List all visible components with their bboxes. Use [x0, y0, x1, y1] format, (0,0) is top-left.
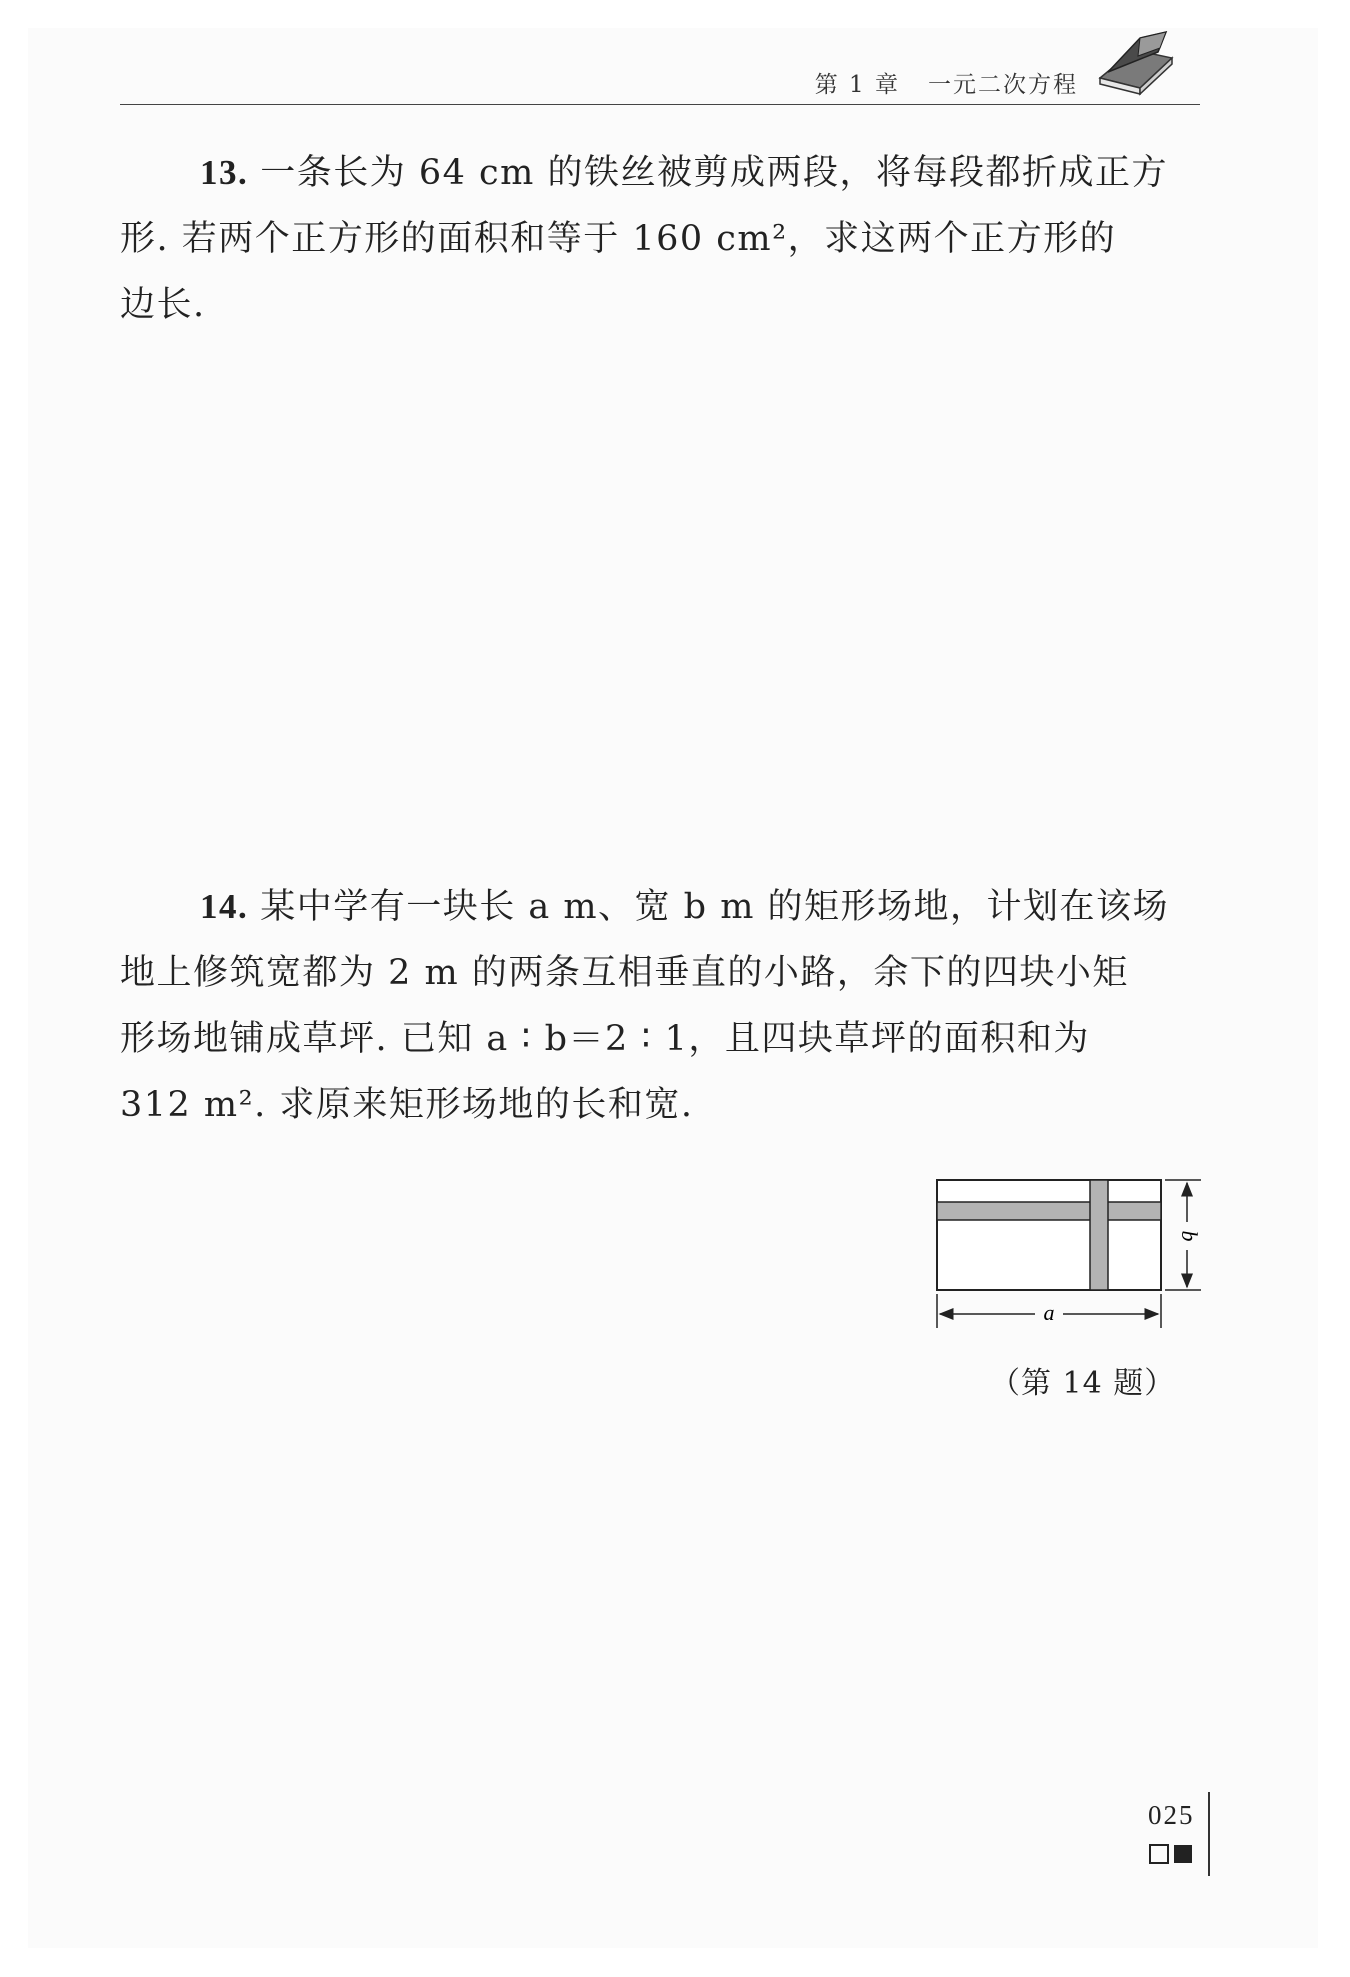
- problem-14-figure: [925, 1170, 1215, 1340]
- problem-14: [120, 874, 1200, 1138]
- b-label: b: [1176, 1230, 1202, 1242]
- problem-14-line-3: 形场地铺成草坪. 已知 a ∶ b＝2 ∶ 1，且四块草坪的面积和为: [120, 1019, 1090, 1059]
- problem-14-line-1: [120, 874, 1200, 940]
- problem-13-line-3: 边长.: [120, 285, 206, 325]
- vertical-road: [1090, 1180, 1108, 1290]
- book-icon: [1094, 28, 1178, 98]
- horizontal-road: [937, 1202, 1161, 1220]
- figure-caption: （第 14 题）: [990, 1366, 1176, 1401]
- page-number-rule: [1208, 1792, 1210, 1876]
- problem-14-line-4: 312 m². 求原来矩形场地的长和宽.: [120, 1085, 694, 1125]
- road-crossing: [1091, 1203, 1107, 1219]
- field-rectangle: [937, 1180, 1161, 1290]
- chapter-label: 第 1 章: [814, 72, 900, 98]
- problem-14-line-1-text: 某中学有一块长 a m、宽 b m 的矩形场地，计划在该场: [260, 887, 1170, 927]
- page-marker-icon: [1148, 1842, 1208, 1866]
- running-header: [120, 58, 1200, 105]
- header-text: [815, 66, 1078, 99]
- problem-13-line-2: 形. 若两个正方形的面积和等于 160 cm²，求这两个正方形的: [120, 219, 1117, 259]
- page-number: 025: [1148, 1800, 1195, 1830]
- problem-14-number: 14.: [200, 887, 249, 926]
- chapter-title: 一元二次方程: [928, 72, 1078, 98]
- problem-13-line-1-text: 一条长为 64 cm 的铁丝被剪成两段，将每段都折成正方: [260, 153, 1168, 193]
- a-label: a: [1043, 1300, 1055, 1325]
- problem-13: [120, 140, 1200, 338]
- problem-13-number: 13.: [200, 153, 249, 192]
- problem-14-line-2: 地上修筑宽都为 2 m 的两条互相垂直的小路，余下的四块小矩: [120, 953, 1129, 993]
- problem-13-line-1: [120, 140, 1200, 206]
